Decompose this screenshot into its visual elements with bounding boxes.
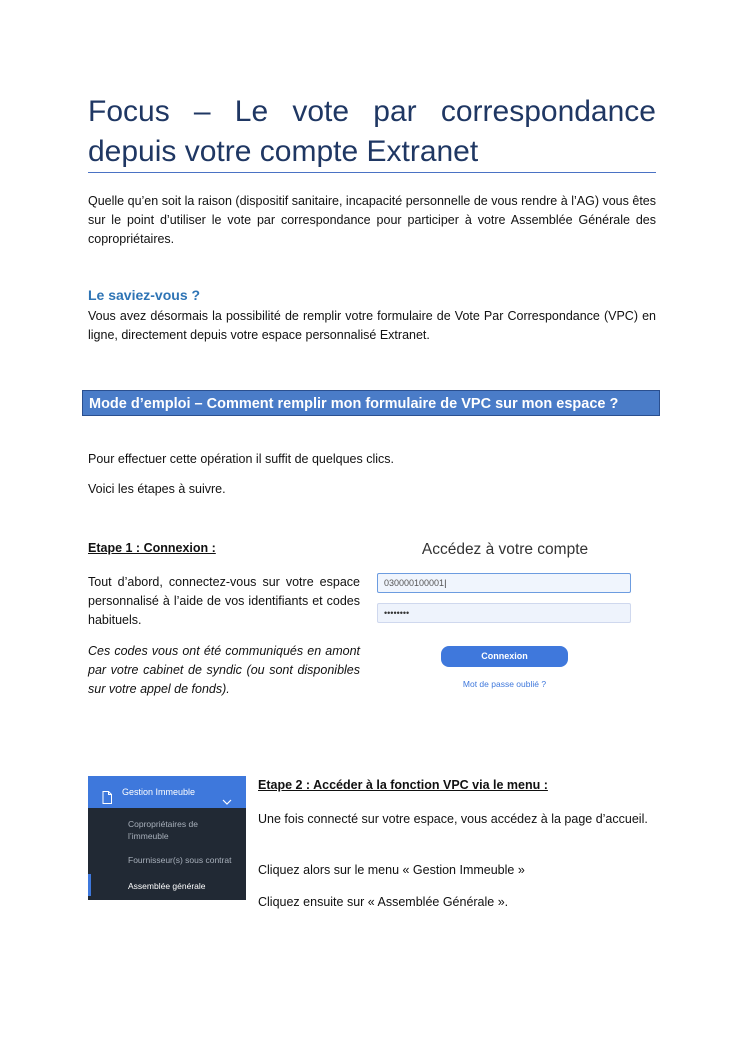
chevron-down-icon <box>222 787 232 819</box>
step1-paragraph: Tout d’abord, connectez-vous sur votre espace personnalisé à l’aide de vos identifiants et codes habituels. <box>88 575 360 627</box>
page-title <box>88 92 656 172</box>
sidebar-item-gestion-immeuble[interactable] <box>88 776 246 808</box>
title-divider <box>88 172 656 173</box>
document-icon <box>102 785 112 817</box>
sidebar-item-label: Gestion Immeuble <box>122 787 196 797</box>
saviez-paragraph: Vous avez désormais la possibilité de remplir votre formulaire de Vote Par Correspondance (VPC) en ligne, directement depuis votre espace personnalisé Extranet. <box>88 309 656 342</box>
lead-paragraph-2: Voici les étapes à suivre. <box>88 482 226 496</box>
connexion-button[interactable]: Connexion <box>441 646 568 667</box>
password-input[interactable] <box>377 603 631 623</box>
saviez-heading: Le saviez-vous ? <box>88 287 201 303</box>
password-value: •••••••• <box>384 608 410 618</box>
login-title: Accédez à votre compte <box>421 541 589 558</box>
sidebar-menu <box>88 776 246 900</box>
username-value: 030000100001 <box>384 578 445 588</box>
forgot-password-link[interactable]: Mot de passe oublié ? <box>462 679 547 689</box>
sidebar-item-coproprietaires[interactable]: Copropriétaires de l’immeuble <box>128 819 198 841</box>
active-indicator <box>88 874 91 896</box>
step2-paragraph-1: Une fois connecté sur votre espace, vous accédez à la page d’accueil. <box>258 812 648 826</box>
page-title-line-1: Focus – Le vote par correspondance <box>88 95 656 128</box>
intro-paragraph: Quelle qu’en soit la raison (dispositif sanitaire, incapacité personnelle de vous rendre à l’AG) vous êtes sur le point d’utiliser le vote par correspondance pour participer à votre Assemblée Générale des copropriétaires. <box>88 194 656 246</box>
step2-paragraph-2: Cliquez alors sur le menu « Gestion Immeuble » <box>258 863 525 877</box>
step2-paragraph-3: Cliquez ensuite sur « Assemblée Générale ». <box>258 895 509 909</box>
sidebar-item-fournisseurs[interactable]: Fournisseur(s) sous contrat <box>128 855 232 865</box>
page-title-line-2: depuis votre compte Extranet <box>88 135 479 168</box>
step2-title: Etape 2 : Accéder à la fonction VPC via le menu : <box>258 778 548 792</box>
step1-note: Ces codes vous ont été communiqués en amont par votre cabinet de syndic (ou sont disponibles sur votre appel de fonds). <box>88 644 360 696</box>
lead-paragraph-1: Pour effectuer cette opération il suffit de quelques clics. <box>88 452 394 466</box>
step1-title: Etape 1 : Connexion : <box>88 541 216 555</box>
username-input[interactable]: 030000100001| <box>377 573 631 593</box>
sidebar-item-assemblee-generale[interactable]: Assemblée générale <box>128 881 206 891</box>
mode-emploi-banner: Mode d’emploi – Comment remplir mon formulaire de VPC sur mon espace ? <box>82 390 660 416</box>
